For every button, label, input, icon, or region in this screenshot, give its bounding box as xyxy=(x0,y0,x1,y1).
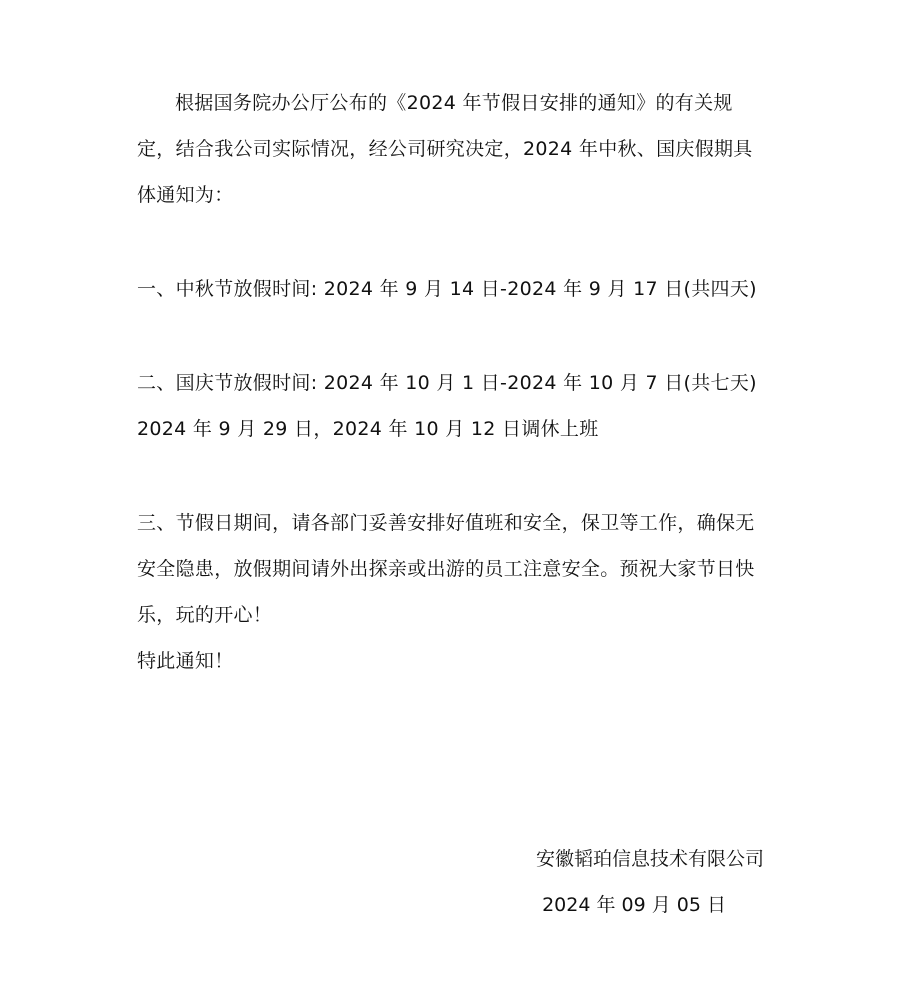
notice-intro-paragraph: 根据国务院办公厅公布的《2024 年节假日安排的通知》的有关规定，结合我公司实际情况，经公司研究决定，2024 年中秋、国庆假期具体通知为： xyxy=(137,92,753,206)
national-day-holiday-item: 二、国庆节放假时间: 2024 年 10 月 1 日-2024 年 10 月 7 日(共七天) xyxy=(137,372,757,394)
makeup-workday-note: 2024 年 9 月 29 日，2024 年 10 月 12 日调休上班 xyxy=(137,418,599,440)
holiday-safety-item: 三、节假日期间，请各部门妥善安排好值班和安全，保卫等工作，确保无安全隐患，放假期间请外出探亲或出游的员工注意安全。预祝大家节日快乐，玩的开心！ xyxy=(137,512,755,626)
mid-autumn-holiday-item: 一、中秋节放假时间: 2024 年 9 月 14 日-2024 年 9 月 17 日(共四天) xyxy=(137,278,757,300)
company-name: 安徽韬珀信息技术有限公司 xyxy=(535,848,764,870)
notice-date: 2024 年 09 月 05 日 xyxy=(542,894,726,916)
signature-block xyxy=(404,836,764,928)
notice-closing: 特此通知！ xyxy=(137,650,234,672)
notice-body xyxy=(137,80,769,684)
